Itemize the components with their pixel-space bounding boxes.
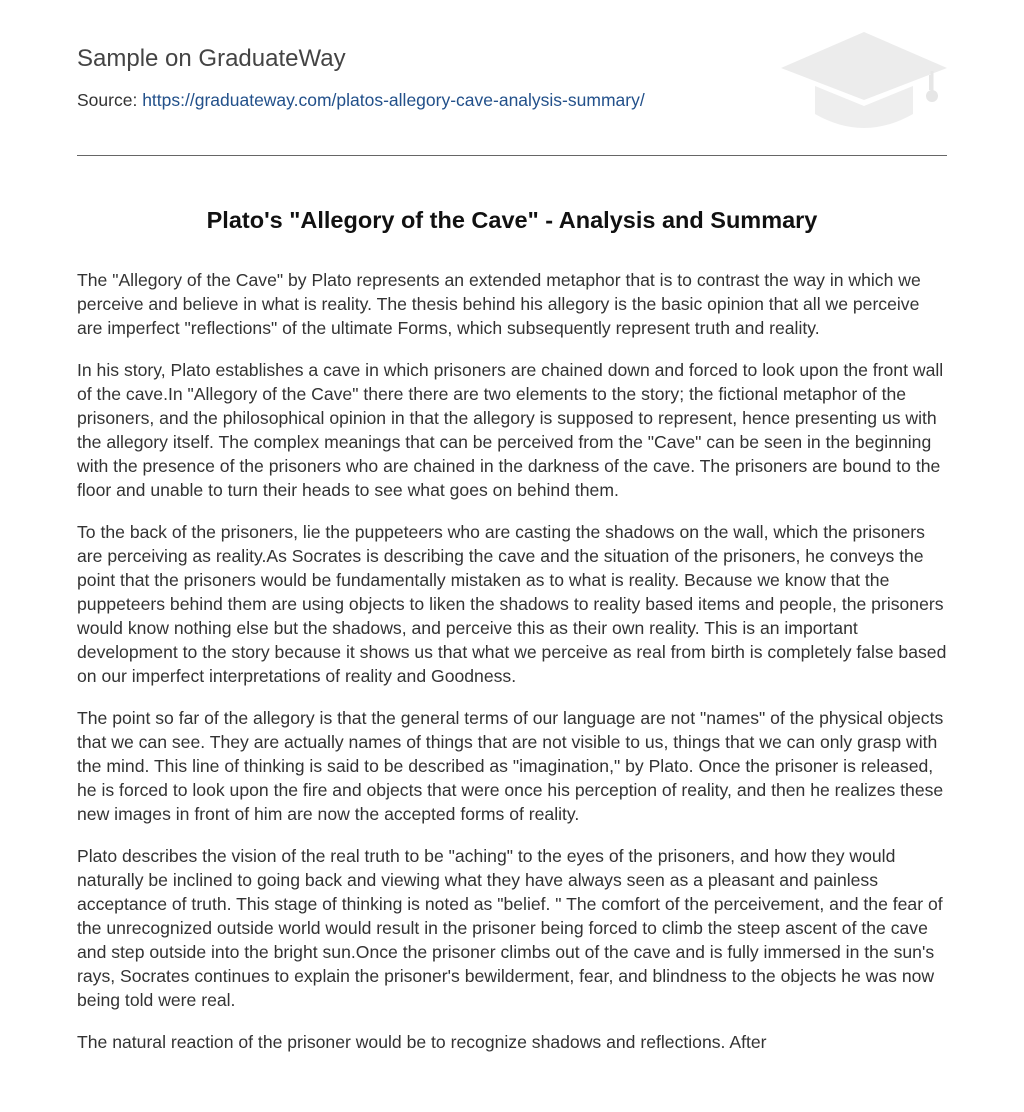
article-body [77,268,949,1072]
source-link[interactable]: https://graduateway.com/platos-allegory-cave-analysis-summary/ [142,90,645,110]
paragraph: In his story, Plato establishes a cave in which prisoners are chained down and forced to look upon the front wall of the cave.In "Allegory of the Cave" there there are two elements to the story; the fictional metaphor of the prisoners, and the philosophical opinion in that the allegory is supposed to represent, hence presenting us with the allegory itself. The complex meanings that can be perceived from the "Cave" can be seen in the beginning with the presence of the prisoners who are chained in the darkness of the cave. The prisoners are bound to the floor and unable to turn their heads to see what goes on behind them. [77,360,944,500]
paragraph: To the back of the prisoners, lie the puppeteers who are casting the shadows on the wall, which the prisoners are perceiving as reality.As Socrates is describing the cave and the situation of the prisoners, he conveys the point that the prisoners would be fundamentally mistaken as to what is reality. Because we know that the puppeteers behind them are using objects to liken the shadows to reality based items and people, the prisoners would know nothing else but the shadows, and perceive this as their own reality. This is an important development to the story because it shows us that what we perceive as real from birth is completely false based on our imperfect interpretations of reality and Goodness. [77,522,947,686]
paragraph: The natural reaction of the prisoner would be to recognize shadows and reflections. After [77,1032,767,1052]
source-line [77,89,645,111]
paragraph: The "Allegory of the Cave" by Plato represents an extended metaphor that is to contrast the way in which we perceive and believe in what is reality. The thesis behind his allegory is the basic opinion that all we perceive are imperfect "reflections" of the ultimate Forms, which subsequently represent truth and reality. [77,270,921,338]
source-label: Source: [77,90,138,110]
page-header [77,0,947,156]
graduation-cap-icon [781,30,947,134]
paragraph: The point so far of the allegory is that the general terms of our language are not "names" of the physical objects that we can see. They are actually names of things that are not visible to us, things that we can only grasp with the mind. This line of thinking is said to be described as "imagination," by Plato. Once the prisoner is released, he is forced to look upon the fire and objects that were once his perception of reality, and then he realizes these new images in front of him are now the accepted forms of reality. [77,708,944,824]
site-name: Sample on GraduateWay [77,45,346,72]
paragraph: Plato describes the vision of the real truth to be "aching" to the eyes of the prisoners, and how they would naturally be inclined to going back and viewing what they have always seen as a pleasant and painless acceptance of truth. This stage of thinking is noted as "belief. " The comfort of the perceivement, and the fear of the unrecognized outside world would result in the prisoner being forced to climb the steep ascent of the cave and step outside into the bright sun.Once the prisoner climbs out of the cave and is fully immersed in the sun's rays, Socrates continues to explain the prisoner's bewilderment, fear, and blindness to the objects he was now being told were real. [77,846,943,1010]
article-title: Plato's "Allegory of the Cave" - Analysis and Summary [206,207,818,233]
